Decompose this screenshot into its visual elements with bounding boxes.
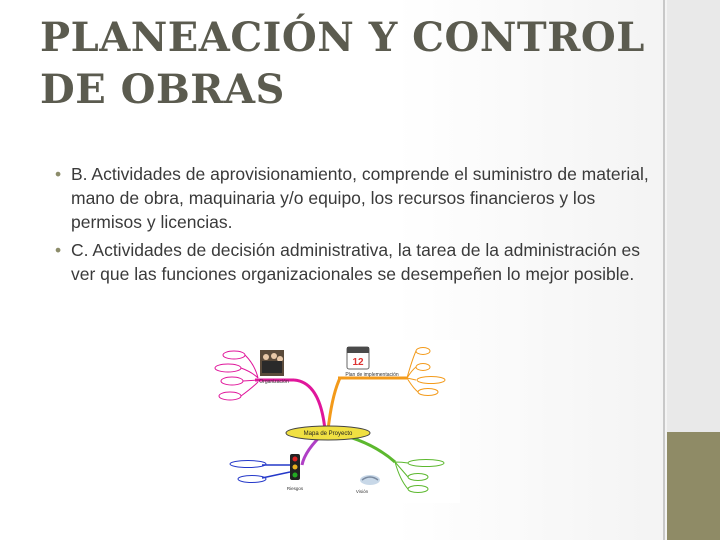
leaf-nodes-bottom-right (395, 460, 444, 493)
bullet-text: C. Actividades de decisión administrativa, la tarea de la administración es ver que las funciones organizacionales se desempeñen lo mejor posible. (71, 240, 641, 284)
bullet-item (55, 162, 655, 234)
leaf-nodes-top-right (407, 348, 445, 396)
right-sidebar-panel (667, 0, 720, 432)
slide-title: PLANEACIÓN Y CONTROL DE OBRAS (40, 14, 645, 113)
branch-label-riesgos: Riesgos (286, 486, 304, 491)
bullet-item (55, 238, 655, 286)
branch-label-organizacion: Organización (259, 379, 289, 385)
people-photo-icon (260, 350, 284, 376)
bullet-dot-icon: • (55, 240, 62, 260)
bullet-text: B. Actividades de aprovisionamiento, comprende el suministro de material, mano de obra, maquinaria y/o equipo, los recursos financieros y los permisos y licencias. (71, 164, 649, 232)
right-sidebar-divider (663, 0, 665, 540)
bullet-list (55, 162, 655, 290)
handshake-icon (360, 475, 380, 485)
leaf-nodes-top-left (215, 351, 258, 400)
calendar-icon (347, 347, 369, 369)
center-node (286, 426, 370, 440)
mind-map-image (210, 340, 460, 503)
svg-text:12: 12 (352, 357, 364, 368)
branch-label-plan: Plan de implementación (345, 372, 399, 378)
traffic-light-icon (290, 454, 300, 480)
branch-label-vision: Visión (355, 489, 369, 494)
svg-text:Mapa de Proyecto: Mapa de Proyecto (303, 431, 353, 437)
bullet-dot-icon: • (55, 164, 62, 184)
accent-block (667, 432, 720, 540)
